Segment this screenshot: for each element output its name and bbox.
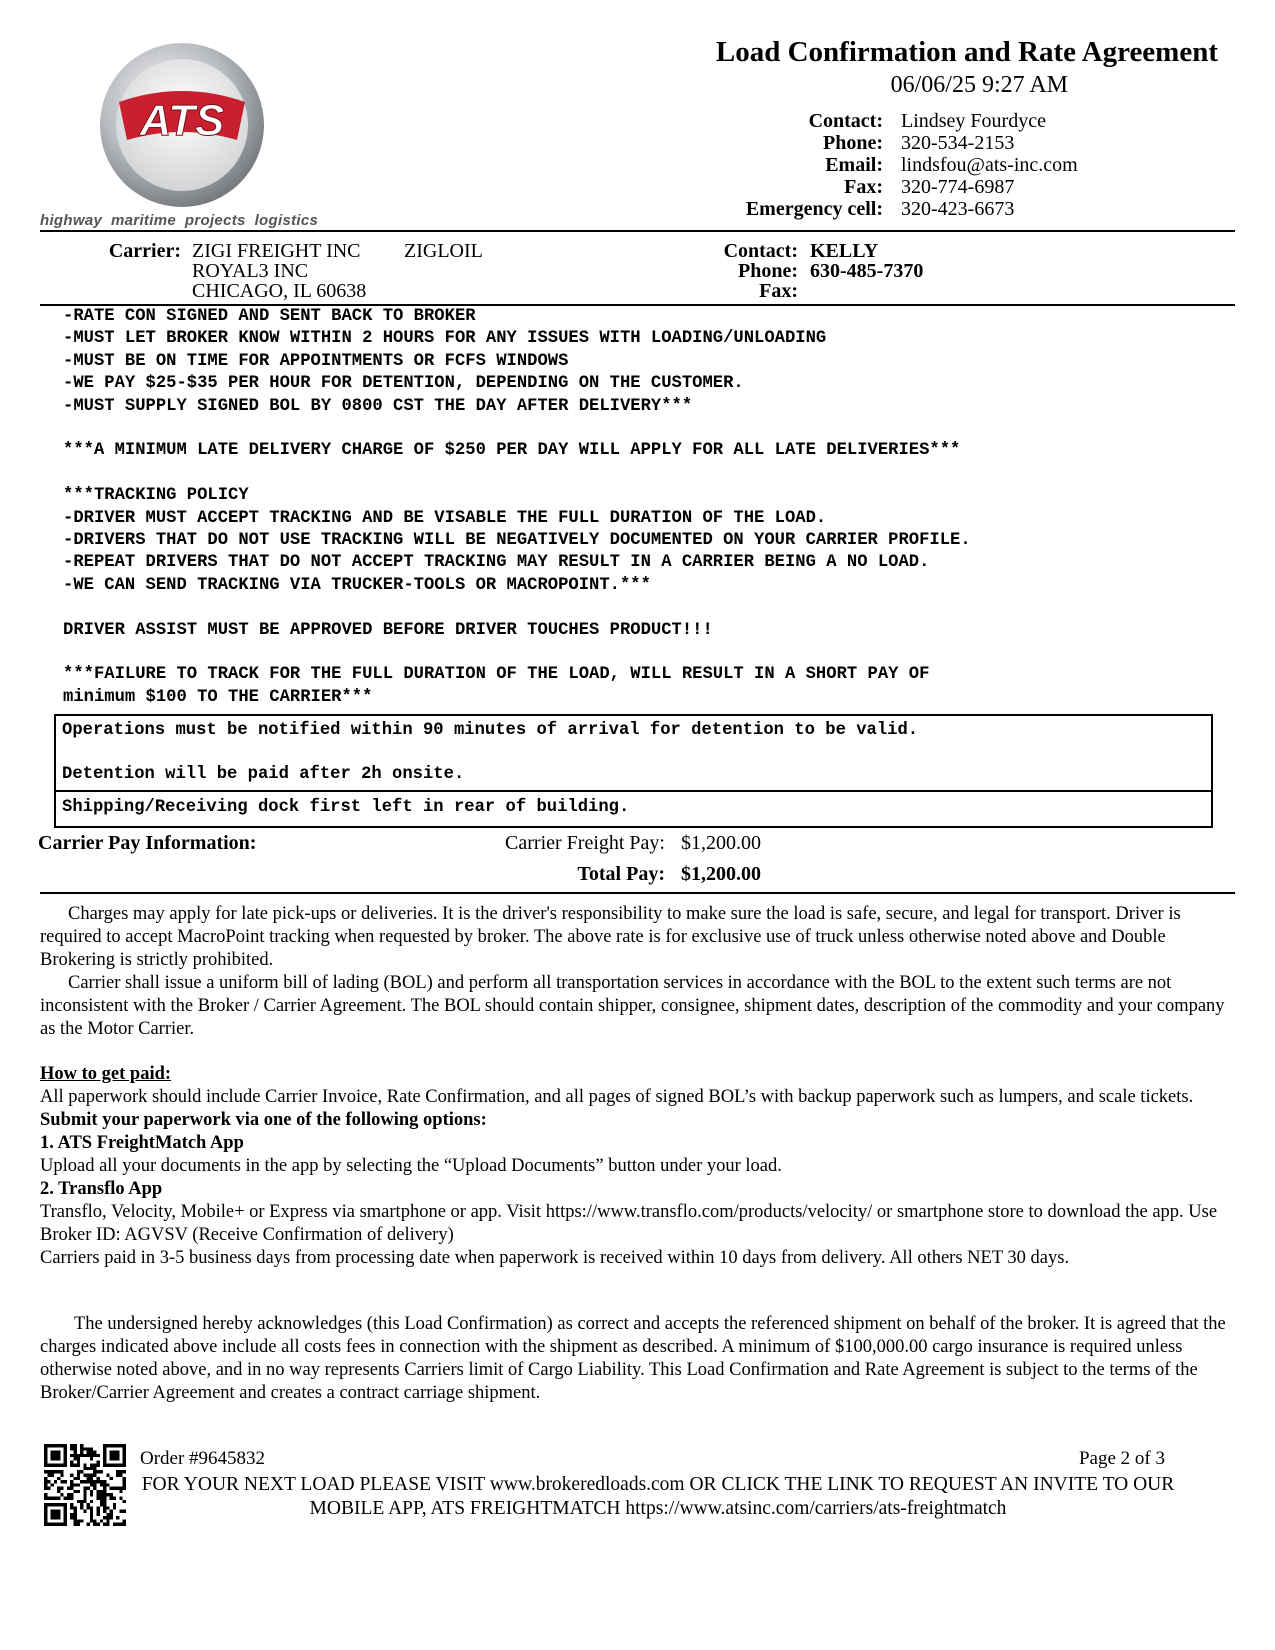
broker-email-label: Email:	[825, 154, 883, 176]
page-number: Page 2 of 3	[1078, 1448, 1165, 1469]
acknowledgement-text: The undersigned hereby acknowledges (this Load Confirmation) as correct and accepts the referenced shipment on behalf of the broker. It is agreed that the charges indicated above include all costs fees in connection with the shipment as described. A minimum of $100,000.00 cargo insurance is required unless otherwise noted above, and in no way represents Carriers limit of Cargo Liability. This Load Confirmation and Rate Agreement is subject to the terms of the Broker/Carrier Agreement and creates a contract carriage shipment.	[40, 1314, 1226, 1403]
qr-code-icon[interactable]	[44, 1444, 126, 1526]
option1-text: Upload all your documents in the app by selecting the “Upload Documents” button under your load.	[40, 1156, 782, 1176]
dock-note: Shipping/Receiving dock first left in rear of building.	[62, 798, 630, 817]
document-datetime: 06/06/25 9:27 AM	[890, 72, 1068, 98]
logo-text: ATS	[139, 96, 225, 145]
option2-title: 2. Transflo App	[40, 1179, 163, 1199]
total-pay-value: $1,200.00	[681, 863, 761, 885]
header-divider	[40, 230, 1235, 232]
payment-intro: All paperwork should include Carrier Invoice, Rate Confirmation, and all pages of signed BOL’s with backup paperwork such as lumpers, and scale tickets.	[40, 1087, 1194, 1107]
note-line: -DRIVER MUST ACCEPT TRACKING AND BE VISABLE THE FULL DURATION OF THE LOAD.	[63, 508, 827, 528]
terms-paragraph-2: Carrier shall issue a uniform bill of lading (BOL) and perform all transportation services in accordance with the BOL to the extent such terms are not inconsistent with the Broker / Carrier Agreement. The BOL should contain shipper, consignee, shipment dates, description of the commodity and your company as the Motor Carrier.	[40, 973, 1225, 1039]
emergency-cell-label: Emergency cell:	[745, 198, 883, 220]
option2-text: Transflo, Velocity, Mobile+ or Express via smartphone or app. Visit https://www.transflo.com/products/velocity/ or smartphone store to download the app. Use Broker ID: AGVSV (Receive Confirmation of delivery)	[40, 1202, 1218, 1245]
note-line: -WE PAY $25-$35 PER HOUR FOR DETENTION, DEPENDING ON THE CUSTOMER.	[63, 374, 744, 394]
broker-phone-label: Phone:	[823, 132, 883, 154]
total-pay-label: Total Pay:	[577, 863, 665, 885]
carrier-name: ZIGI FREIGHT INC	[192, 240, 361, 262]
broker-email-value[interactable]: lindsfou@ats-inc.com	[901, 154, 1078, 176]
carrier-address-line2: CHICAGO, IL 60638	[192, 280, 367, 302]
carrier-freight-pay-label: Carrier Freight Pay:	[505, 832, 665, 854]
acknowledgement-section	[40, 1313, 1235, 1405]
terms-paragraph-1: Charges may apply for late pick-ups or deliveries. It is the driver's responsibility to make sure the load is safe, secure, and legal for transport. Driver is required to accept MacroPoint tracking when requested by broker. The above rate is for exclusive use of truck unless otherwise noted above and Double Brokering is strictly prohibited.	[40, 904, 1181, 970]
note-line: -MUST BE ON TIME FOR APPOINTMENTS OR FCFS WINDOWS	[63, 351, 569, 371]
payment-heading: How to get paid:	[40, 1064, 172, 1084]
broker-phone-value: 320-534-2153	[901, 132, 1015, 154]
note-line: ***TRACKING POLICY	[63, 486, 249, 506]
carrier-contact-label: Contact:	[723, 240, 798, 262]
terms-section	[40, 903, 1235, 1041]
submit-heading: Submit your paperwork via one of the following options:	[40, 1110, 487, 1130]
broker-fax-value: 320-774-6987	[901, 176, 1015, 198]
broker-contact-value: Lindsey Fourdyce	[901, 110, 1046, 132]
detention-note-line2: Detention will be paid after 2h onsite.	[62, 765, 465, 784]
pay-divider	[40, 892, 1235, 894]
order-number: Order #9645832	[140, 1448, 266, 1469]
carrier-phone-value: 630-485-7370	[810, 260, 924, 282]
note-line: -MUST SUPPLY SIGNED BOL BY 0800 CST THE DAY AFTER DELIVERY***	[63, 396, 693, 416]
carrier-contact-value: KELLY	[810, 240, 879, 262]
broker-fax-label: Fax:	[844, 176, 883, 198]
carrier-code: ZIGLOIL	[404, 240, 483, 262]
logo-tagline: highway maritime projects logistics	[40, 212, 319, 229]
note-line: ***FAILURE TO TRACK FOR THE FULL DURATION OF THE LOAD, WILL RESULT IN A SHORT PAY OF	[63, 665, 930, 685]
detention-note-line1: Operations must be notified within 90 minutes of arrival for detention to be valid.	[62, 721, 919, 740]
carrier-address-line1: ROYAL3 INC	[192, 260, 309, 282]
note-line: -WE CAN SEND TRACKING VIA TRUCKER-TOOLS OR MACROPOINT.***	[63, 575, 651, 595]
ats-logo	[97, 40, 267, 210]
payment-section	[40, 1063, 1235, 1270]
carrier-freight-pay-value: $1,200.00	[681, 832, 761, 854]
emergency-cell-value: 320-423-6673	[901, 198, 1015, 220]
payment-timing: Carriers paid in 3-5 business days from processing date when paperwork is received within 10 days from delivery. All others NET 30 days.	[40, 1248, 1070, 1268]
carrier-fax-label: Fax:	[759, 280, 798, 302]
note-line: DRIVER ASSIST MUST BE APPROVED BEFORE DRIVER TOUCHES PRODUCT!!!	[63, 620, 713, 640]
carrier-phone-label: Phone:	[738, 260, 798, 282]
note-line: minimum $100 TO THE CARRIER***	[63, 687, 373, 707]
note-line: -MUST LET BROKER KNOW WITHIN 2 HOURS FOR ANY ISSUES WITH LOADING/UNLOADING	[63, 329, 827, 349]
note-line: -REPEAT DRIVERS THAT DO NOT ACCEPT TRACKING MAY RESULT IN A CARRIER BEING A NO LOAD.	[63, 553, 930, 573]
option1-title: 1. ATS FreightMatch App	[40, 1133, 244, 1153]
note-line: -DRIVERS THAT DO NOT USE TRACKING WILL BE NEGATIVELY DOCUMENTED ON YOUR CARRIER PROFILE.	[63, 531, 971, 550]
note-line: ***A MINIMUM LATE DELIVERY CHARGE OF $250 PER DAY WILL APPLY FOR ALL LATE DELIVERIES***	[63, 441, 961, 461]
carrier-label: Carrier:	[108, 240, 181, 262]
document-title: Load Confirmation and Rate Agreement	[715, 36, 1218, 68]
footer-promo: FOR YOUR NEXT LOAD PLEASE VISIT www.brokeredloads.com OR CLICK THE LINK TO REQUEST AN INVITE TO OUR MOBILE APP, ATS FREIGHTMATCH https://www.atsinc.com/carriers/ats-freightmatch	[141, 1474, 1175, 1519]
carrier-pay-section-label: Carrier Pay Information:	[38, 832, 257, 854]
note-line: -RATE CON SIGNED AND SENT BACK TO BROKER	[63, 307, 476, 326]
broker-contact-label: Contact:	[808, 110, 883, 132]
